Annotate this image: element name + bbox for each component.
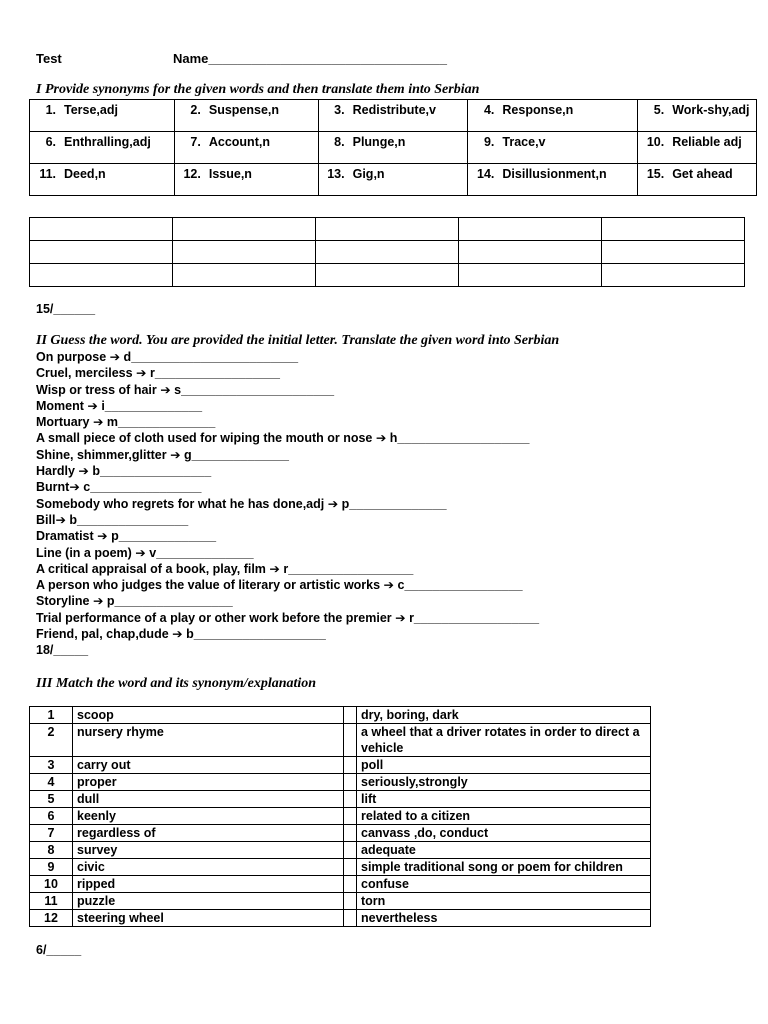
match-word: keenly [73, 808, 344, 825]
item-word: Get ahead [672, 167, 733, 181]
item-word: Terse,adj [64, 103, 118, 117]
match-word: proper [73, 774, 344, 791]
guess-item[interactable]: Moment ➔ i______________ [36, 398, 203, 413]
match-word: steering wheel [73, 910, 344, 927]
guess-item[interactable]: On purpose ➔ d________________________ [36, 350, 299, 364]
answer-cell[interactable] [173, 241, 316, 264]
item-word: Gig,n [352, 167, 385, 181]
item-word: Account,n [208, 135, 270, 149]
section1-title: I Provide synonyms for the given words and then translate them into Serbian [36, 82, 480, 97]
item-number: 4. [483, 103, 495, 117]
synonym-cell [468, 164, 638, 196]
answer-cell[interactable] [459, 218, 602, 241]
match-definition: a wheel that a driver rotates in order to direct a vehicle [357, 724, 651, 757]
item-number: 12. [183, 167, 201, 181]
guess-item[interactable]: Burnt➔ c________________ [36, 480, 202, 495]
synonym-cell [174, 164, 318, 196]
match-definition: canvass ,do, conduct [357, 825, 651, 842]
match-answer-cell[interactable] [344, 724, 357, 757]
match-row [30, 842, 651, 859]
answer-cell[interactable] [30, 264, 173, 287]
match-table [29, 706, 651, 927]
item-number: 9. [483, 135, 495, 149]
item-word: Trace,v [502, 135, 546, 149]
guess-item[interactable]: Somebody who regrets for what he has done,adj ➔ p______________ [36, 496, 447, 511]
match-number: 5 [30, 791, 73, 808]
match-word: scoop [73, 707, 344, 724]
item-number: 1. [45, 103, 56, 117]
synonym-cell [318, 164, 468, 196]
test-label: Test [36, 51, 62, 66]
guess-item[interactable]: Mortuary ➔ m______________ [36, 415, 216, 430]
match-number: 8 [30, 842, 73, 859]
item-number: 2. [190, 103, 201, 117]
match-answer-cell[interactable] [344, 842, 357, 859]
match-definition: torn [357, 893, 651, 910]
match-definition: poll [357, 757, 651, 774]
guess-item[interactable]: A small piece of cloth used for wiping the mouth or nose ➔ h___________________ [36, 431, 530, 446]
match-number: 3 [30, 757, 73, 774]
answer-cell[interactable] [602, 264, 745, 287]
synonym-cell [468, 100, 638, 132]
match-number: 4 [30, 774, 73, 791]
match-row [30, 724, 651, 757]
item-word: Suspense,n [208, 103, 280, 117]
match-definition: seriously,strongly [357, 774, 651, 791]
answer-cell[interactable] [316, 264, 459, 287]
match-word: regardless of [73, 825, 344, 842]
answer-table [29, 217, 745, 287]
match-word: survey [73, 842, 344, 859]
match-row [30, 774, 651, 791]
section3-title: III Match the word and its synonym/explanation [36, 676, 317, 691]
match-answer-cell[interactable] [344, 825, 357, 842]
item-word: Issue,n [208, 167, 252, 181]
section2-title: II Guess the word. You are provided the initial letter. Translate the given word into Serbian [36, 333, 560, 348]
item-number: 8. [334, 135, 345, 149]
answer-row [30, 264, 745, 287]
match-row [30, 808, 651, 825]
item-word: Reliable adj [672, 135, 742, 149]
match-number: 6 [30, 808, 73, 825]
section1-score[interactable]: 15/______ [36, 302, 96, 316]
match-definition: lift [357, 791, 651, 808]
match-answer-cell[interactable] [344, 774, 357, 791]
synonym-cell [468, 132, 638, 164]
match-row [30, 825, 651, 842]
item-number: 13. [327, 167, 345, 181]
match-row [30, 791, 651, 808]
answer-cell[interactable] [459, 264, 602, 287]
guess-item[interactable]: Friend, pal, chap,dude ➔ b___________________ [36, 627, 326, 642]
item-number: 14. [477, 167, 495, 181]
match-answer-cell[interactable] [344, 791, 357, 808]
match-word: ripped [73, 876, 344, 893]
match-number: 9 [30, 859, 73, 876]
synonym-cell [638, 164, 757, 196]
synonym-cell [30, 164, 175, 196]
match-answer-cell[interactable] [344, 859, 357, 876]
synonyms-row [30, 164, 757, 196]
match-answer-cell[interactable] [344, 910, 357, 927]
match-word: nursery rhyme [73, 724, 344, 757]
match-row [30, 859, 651, 876]
match-row [30, 910, 651, 927]
match-answer-cell[interactable] [344, 876, 357, 893]
guess-item[interactable]: Trial performance of a play or other work before the premier ➔ r__________________ [36, 610, 540, 625]
match-word: puzzle [73, 893, 344, 910]
answer-row [30, 241, 745, 264]
section3-score[interactable]: 6/_____ [36, 943, 82, 957]
match-number: 7 [30, 825, 73, 842]
item-word: Work-shy,adj [672, 103, 750, 117]
match-number: 12 [30, 910, 73, 927]
synonym-cell [174, 132, 318, 164]
item-number: 5. [653, 103, 665, 117]
synonyms-row [30, 100, 757, 132]
match-word: carry out [73, 757, 344, 774]
match-word: civic [73, 859, 344, 876]
item-number: 10. [646, 135, 665, 149]
answer-cell[interactable] [459, 241, 602, 264]
answer-cell[interactable] [30, 218, 173, 241]
item-word: Plunge,n [352, 135, 406, 149]
answer-row [30, 218, 745, 241]
item-word: Enthralling,adj [64, 135, 151, 149]
answer-cell[interactable] [316, 241, 459, 264]
guess-item[interactable]: Dramatist ➔ p______________ [36, 529, 217, 544]
match-definition: related to a citizen [357, 808, 651, 825]
match-definition: simple traditional song or poem for children [357, 859, 651, 876]
match-answer-cell[interactable] [344, 893, 357, 910]
synonyms-table [29, 99, 757, 196]
answer-cell[interactable] [602, 241, 745, 264]
item-number: 7. [190, 135, 201, 149]
name-field[interactable]: Name_________________________________ [173, 51, 447, 66]
answer-cell[interactable] [316, 218, 459, 241]
match-row [30, 707, 651, 724]
item-word: Response,n [502, 103, 574, 117]
answer-cell[interactable] [173, 218, 316, 241]
synonym-cell [638, 132, 757, 164]
item-word: Deed,n [64, 167, 106, 181]
synonym-cell [174, 100, 318, 132]
guess-item[interactable]: Line (in a poem) ➔ v______________ [36, 545, 254, 560]
match-row [30, 757, 651, 774]
match-definition: confuse [357, 876, 651, 893]
match-row [30, 876, 651, 893]
match-number: 10 [30, 876, 73, 893]
match-answer-cell[interactable] [344, 757, 357, 774]
guess-item[interactable]: Cruel, merciless ➔ r__________________ [36, 366, 281, 381]
synonym-cell [30, 100, 175, 132]
guess-word-list [36, 349, 539, 659]
guess-item[interactable]: Bill➔ b________________ [36, 512, 189, 527]
answer-cell[interactable] [173, 264, 316, 287]
synonyms-row [30, 132, 757, 164]
guess-item[interactable]: A person who judges the value of literary or artistic works ➔ c_________________ [36, 578, 523, 593]
synonym-cell [318, 132, 468, 164]
guess-item[interactable]: Storyline ➔ p_________________ [36, 594, 233, 609]
match-answer-cell[interactable] [344, 808, 357, 825]
guess-item[interactable]: Wisp or tress of hair ➔ s______________________ [36, 382, 335, 397]
item-number: 15. [646, 167, 665, 181]
item-number: 3. [334, 103, 345, 117]
guess-item[interactable]: Hardly ➔ b________________ [36, 464, 212, 479]
match-word: dull [73, 791, 344, 808]
synonym-cell [638, 100, 757, 132]
guess-item[interactable]: Shine, shimmer,glitter ➔ g______________ [36, 447, 289, 462]
match-number: 2 [30, 724, 73, 757]
item-number: 6. [45, 135, 56, 149]
answer-cell[interactable] [30, 241, 173, 264]
guess-item[interactable]: A critical appraisal of a book, play, film ➔ r__________________ [36, 561, 414, 576]
answer-cell[interactable] [602, 218, 745, 241]
match-number: 1 [30, 707, 73, 724]
section2-score[interactable]: 18/_____ [36, 643, 89, 658]
synonym-cell [30, 132, 175, 164]
item-word: Disillusionment,n [502, 167, 607, 181]
match-definition: dry, boring, dark [357, 707, 651, 724]
match-number: 11 [30, 893, 73, 910]
item-word: Redistribute,v [352, 103, 436, 117]
match-definition: nevertheless [357, 910, 651, 927]
match-definition: adequate [357, 842, 651, 859]
match-answer-cell[interactable] [344, 707, 357, 724]
match-row [30, 893, 651, 910]
synonym-cell [318, 100, 468, 132]
item-number: 11. [39, 167, 56, 181]
